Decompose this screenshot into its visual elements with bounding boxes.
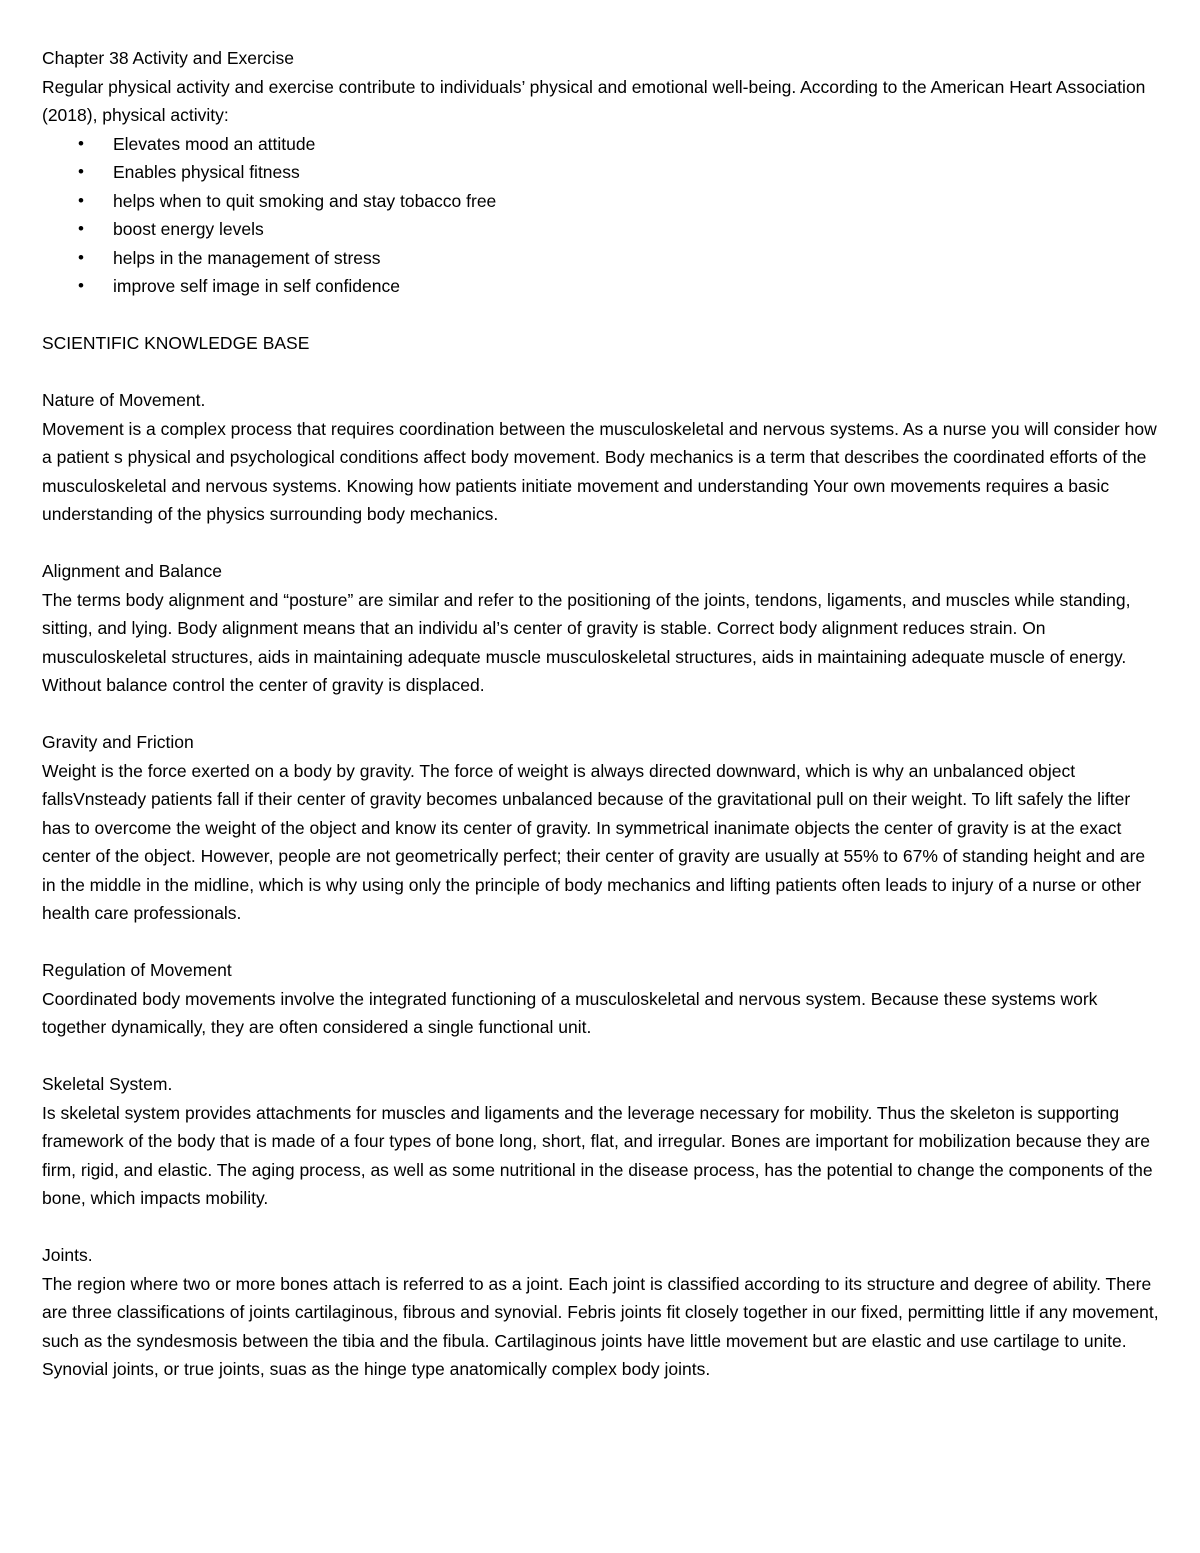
intro-paragraph: Regular physical activity and exercise contribute to individuals’ physical and emotional well-being. According to the American Heart Association (2018), physical activity: <box>42 76 1146 125</box>
section-body-regulation-of-movement: Coordinated body movements involve the integrated functioning of a musculoskeletal and nervous system. Because these systems work together dynamically, they are often considered a single functional unit. <box>42 988 1098 1037</box>
section-heading-alignment-and-balance: Alignment and Balance <box>42 561 222 581</box>
section-body-joints: The region where two or more bones attach is referred to as a joint. Each joint is classified according to its structure and degree of ability. There are three classifications of joints cartilaginous, fibrous and synovial. Febris joints fit closely together in our fixed, permitting little if any movement, such as the syndesmosis between the tibia and the fibula. Cartilaginous joints have little movement but are elastic and use cartilage to unite. Synovial joints, or true joints, suas as the hinge type anatomically complex body joints. <box>42 1273 1159 1379</box>
spacer <box>42 301 1162 330</box>
spacer <box>42 928 1162 957</box>
spacer <box>42 1042 1162 1071</box>
bullet-icon: • <box>78 276 84 295</box>
section-body-nature-of-movement: Movement is a complex process that requires coordination between the musculoskeletal and nervous systems. As a nurse you will consider how a patient s physical and psychological conditions affect body movement. Body mechanics is a term that describes the coordinated efforts of the musculoskeletal and nervous systems. Knowing how patients initiate movement and understanding Your own movements requires a basic understanding of the physics surrounding body mechanics. <box>42 418 1157 524</box>
section-heading-skeletal-system: Skeletal System. <box>42 1074 173 1094</box>
section-title: SCIENTIFIC KNOWLEDGE BASE <box>42 333 310 353</box>
list-item: • helps in the management of stress <box>42 244 1162 273</box>
section-body-gravity-and-friction: Weight is the force exerted on a body by gravity. The force of weight is always directed downward, which is why an unbalanced object fallsVnsteady patients fall if their center of gravity becomes unbalanced because of the gravitational pull on their weight. To lift safely the lifter has to overcome the weight of the object and know its center of gravity. In symmetrical inanimate objects the center of gravity is at the exact center of the object. However, people are not geometrically perfect; their center of gravity are usually at 55% to 67% of standing height and are in the middle in the midline, which is why using only the principle of body mechanics and lifting patients often leads to injury of a nurse or other health care professionals. <box>42 760 1146 923</box>
spacer <box>42 700 1162 729</box>
document-page <box>42 44 1162 1384</box>
document-title: Chapter 38 Activity and Exercise <box>42 48 294 68</box>
section-heading-regulation-of-movement: Regulation of Movement <box>42 960 232 980</box>
bullet-icon: • <box>78 133 84 153</box>
bullet-icon: • <box>78 162 84 181</box>
spacer <box>42 529 1162 558</box>
list-item: • Enables physical fitness <box>42 158 1162 187</box>
section-body-skeletal-system: Is skeletal system provides attachments for muscles and ligaments and the leverage necessary for mobility. Thus the skeleton is supporting framework of the body that is made of a four types of bone long, short, flat, and irregular. Bones are important for mobilization because they are firm, rigid, and elastic. The aging process, as well as some nutritional in the disease process, has the potential to change the components of the bone, which impacts mobility. <box>42 1102 1153 1208</box>
list-item: • improve self image in self confidence <box>42 272 1162 301</box>
spacer <box>42 1213 1162 1242</box>
bullet-icon: • <box>78 247 84 267</box>
section-heading-joints: Joints. <box>42 1245 93 1265</box>
list-item: • boost energy levels <box>42 215 1162 244</box>
bullet-icon: • <box>78 219 84 238</box>
list-item: • Elevates mood an attitude <box>42 130 1162 159</box>
section-heading-nature-of-movement: Nature of Movement. <box>42 390 206 410</box>
spacer <box>42 358 1162 387</box>
bullet-icon: • <box>78 190 84 210</box>
section-body-alignment-and-balance: The terms body alignment and “posture” are similar and refer to the positioning of the joints, tendons, ligaments, and muscles while standing, sitting, and lying. Body alignment means that an individu al’s center of gravity is stable. Correct body alignment reduces strain. On musculoskeletal structures, aids in maintaining adequate muscle musculoskeletal structures, aids in maintaining adequate muscle of energy. Without balance control the center of gravity is displaced. <box>42 589 1131 695</box>
benefits-list <box>42 130 1162 301</box>
section-heading-gravity-and-friction: Gravity and Friction <box>42 732 194 752</box>
list-item: • helps when to quit smoking and stay tobacco free <box>42 187 1162 216</box>
